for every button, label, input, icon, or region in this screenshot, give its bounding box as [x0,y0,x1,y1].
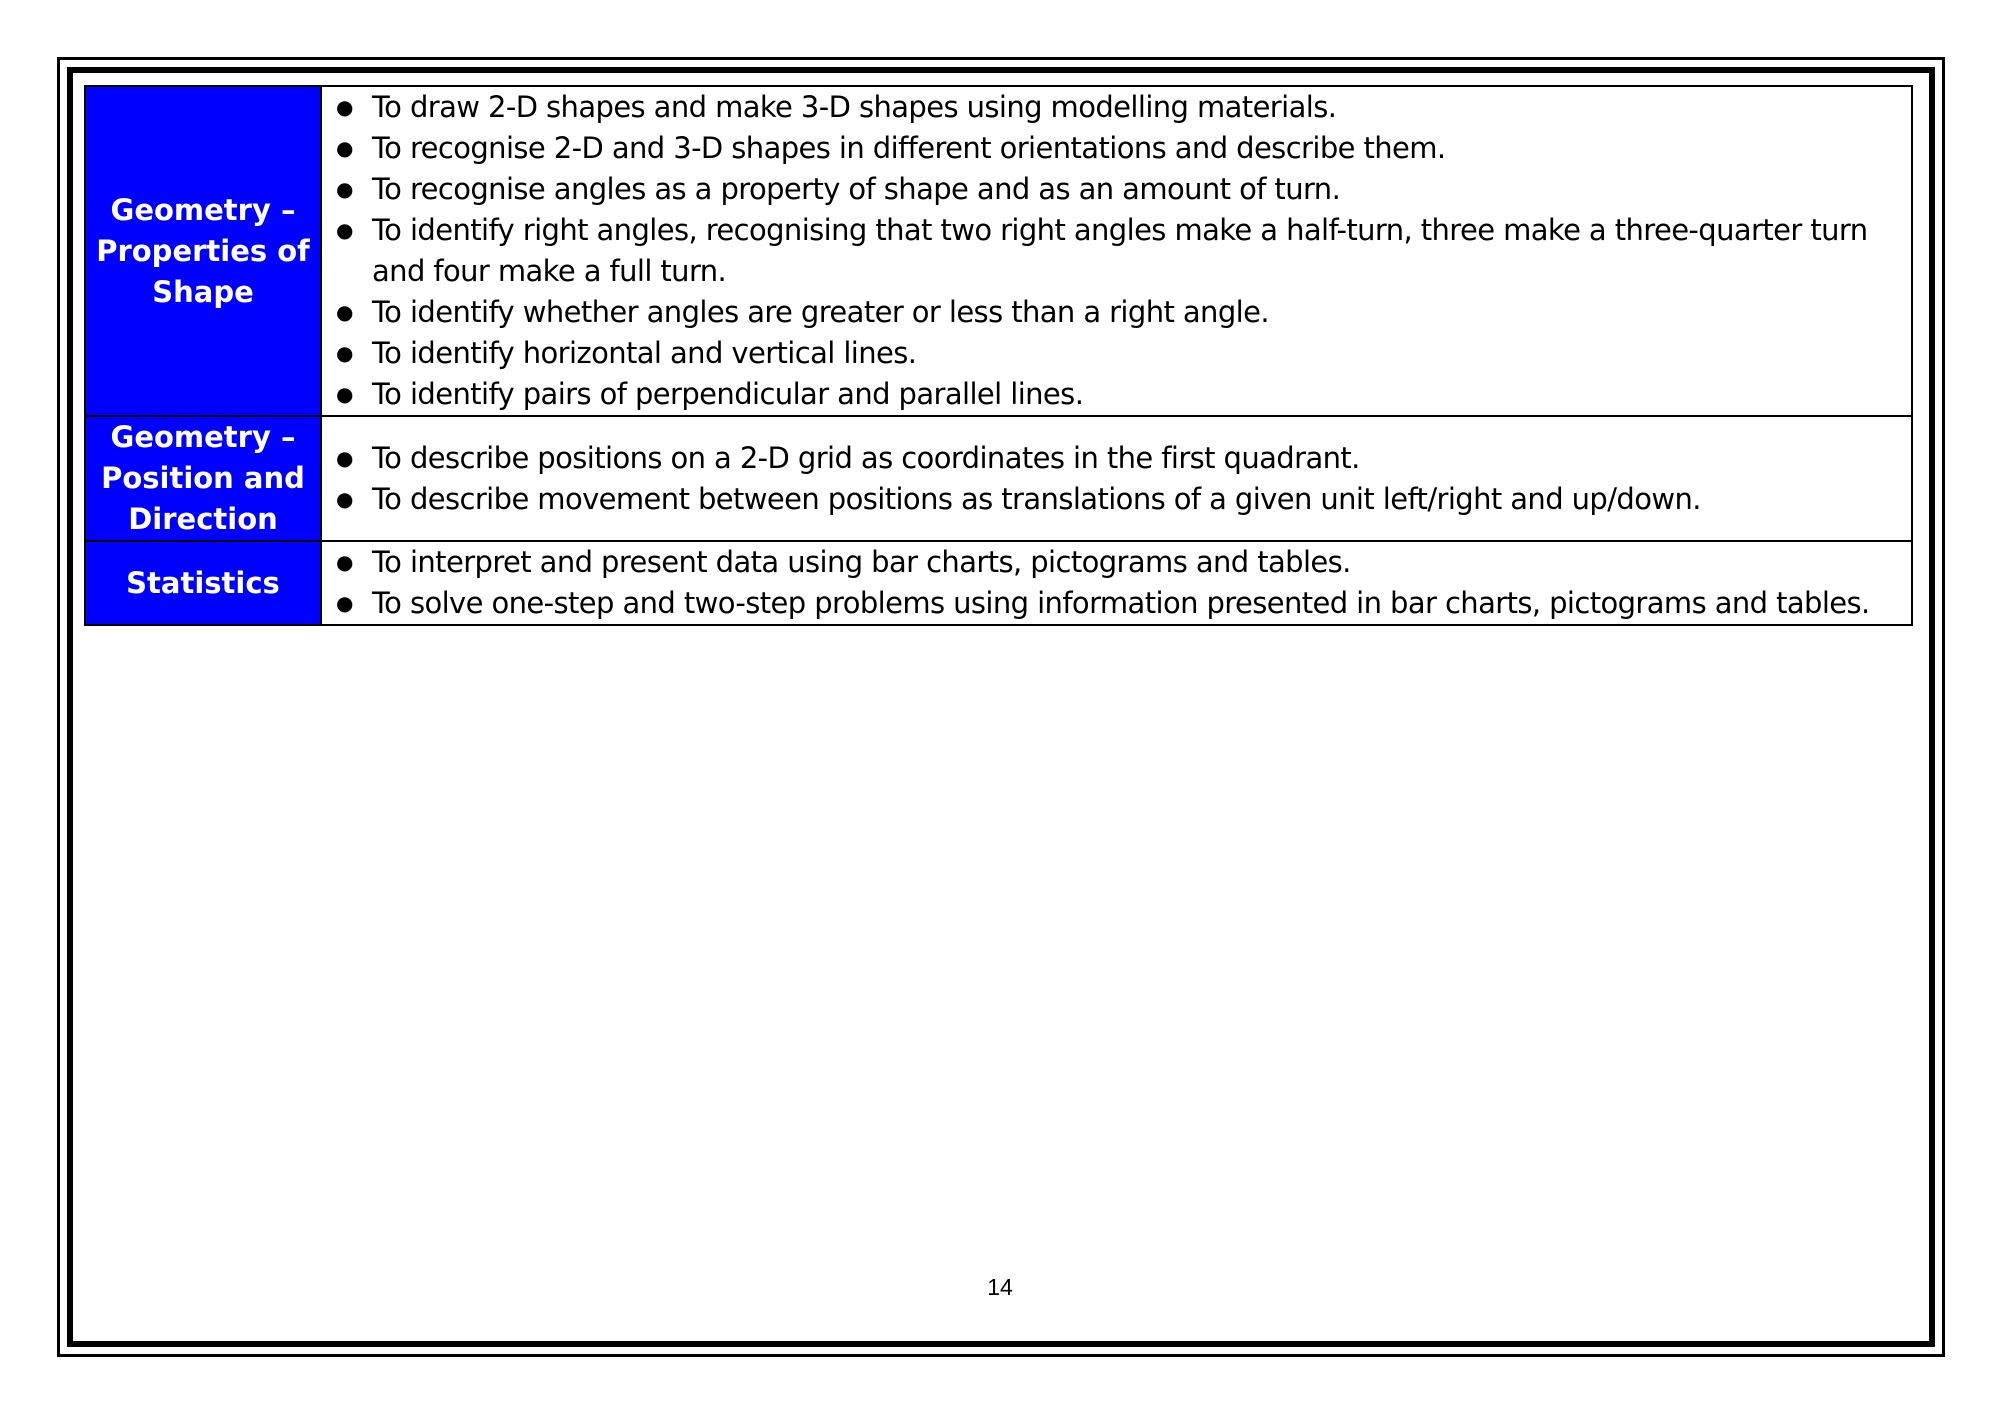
objective-text: To identify pairs of perpendicular and parallel lines. [372,377,1084,411]
bullet-dot-icon: ● [336,95,353,119]
curriculum-table [84,85,1913,626]
list-item [322,87,1911,128]
objectives-list [322,542,1911,624]
objective-text: To describe movement between positions as translations of a given unit left/right and up/down. [372,481,1701,516]
objective-text: To solve one-step and two-step problems using information presented in bar charts, pictograms and tables. [372,586,1870,620]
objectives-cell [321,541,1912,625]
bullet-dot-icon: ● [336,177,353,201]
objective-text: To draw 2-D shapes and make 3-D shapes using modelling materials. [372,90,1337,124]
list-item [322,374,1911,415]
topic-cell: Geometry – Properties of Shape [85,86,321,416]
objectives-cell [321,416,1912,541]
list-item [322,210,1911,292]
bullet-dot-icon: ● [336,382,353,406]
list-item [322,128,1911,169]
table-row-properties-of-shape [85,86,1912,416]
objectives-cell [321,86,1912,416]
objectives-list [322,87,1911,415]
objective-text: To describe positions on a 2-D grid as coordinates in the first quadrant. [372,440,1360,475]
objective-text: To recognise angles as a property of shape and as an amount of turn. [372,172,1341,206]
topic-cell: Statistics [85,541,321,625]
topic-cell: Geometry – Position and Direction [85,416,321,541]
list-item [322,438,1911,479]
objective-text: To identify horizontal and vertical lines. [372,336,917,370]
list-item [322,542,1911,583]
bullet-dot-icon: ● [336,550,353,574]
bullet-dot-icon: ● [336,136,353,160]
list-item [322,169,1911,210]
page-number: 14 [987,1274,1013,1300]
bullet-dot-icon: ● [336,445,353,470]
bullet-dot-icon: ● [336,341,353,365]
objective-text: To recognise 2-D and 3-D shapes in different orientations and describe them. [372,131,1446,165]
objectives-list [322,438,1911,520]
objective-text: To identify right angles, recognising that two right angles make a half-turn, three make a three-quarter turn and four make a full turn. [372,213,1868,288]
objective-text: To identify whether angles are greater or less than a right angle. [372,295,1269,329]
bullet-dot-icon: ● [336,218,353,242]
list-item [322,583,1911,624]
objective-text: To interpret and present data using bar charts, pictograms and tables. [372,545,1351,579]
bullet-dot-icon: ● [336,486,353,511]
bullet-dot-icon: ● [336,591,353,615]
table-row-statistics [85,541,1912,625]
table-row-position-and-direction [85,416,1912,541]
bullet-dot-icon: ● [336,300,353,324]
list-item [322,292,1911,333]
list-item [322,479,1911,520]
list-item [322,333,1911,374]
